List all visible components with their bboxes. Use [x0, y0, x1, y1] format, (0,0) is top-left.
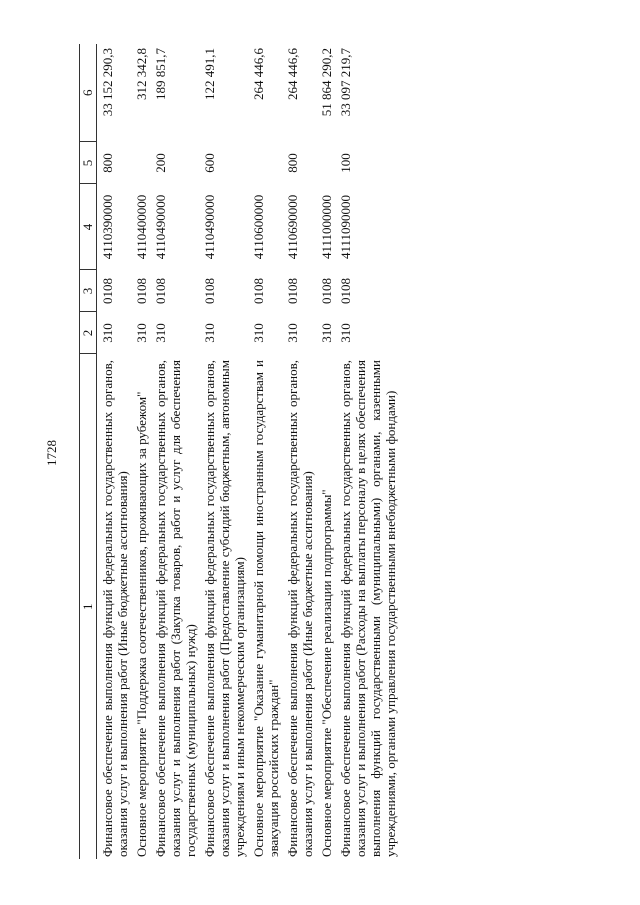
row-ministry-code: 310	[202, 323, 217, 343]
row-ministry-code: 310	[251, 323, 266, 343]
row-expense-type: 600	[202, 153, 217, 173]
row-amount: 33 152 290,3	[100, 48, 115, 117]
column-header-4: 4	[80, 184, 97, 270]
table-row	[316, 44, 335, 859]
table-header	[80, 44, 97, 859]
row-amount: 312 342,8	[134, 48, 149, 100]
row-name: Финансовое обеспечение выполнения функций федеральных государственных органов, оказания услуг и выполнения работ (Иные бюджетные ассигнования)	[285, 360, 315, 857]
row-amount: 122 491,1	[202, 48, 217, 100]
column-header-5: 5	[80, 142, 97, 184]
row-amount: 189 851,7	[153, 48, 168, 100]
row-amount: 264 446,6	[251, 48, 266, 100]
row-expense-type	[248, 142, 282, 184]
row-name: Основное мероприятие "Оказание гуманитарной помощи иностранным государствам и эвакуация российских граждан"	[251, 360, 281, 857]
row-section-code: 0108	[202, 278, 217, 304]
row-name: Основное мероприятие "Обеспечение реализации подпрограммы"	[319, 489, 334, 857]
row-ministry-code: 310	[319, 323, 334, 343]
page-number: 1728	[43, 439, 59, 466]
row-amount: 51 864 290,2	[319, 48, 334, 117]
table-row	[97, 44, 132, 859]
row-name: Основное мероприятие "Поддержка соотечественников, проживающих за рубежом"	[134, 391, 149, 857]
row-expense-type	[316, 142, 335, 184]
rotated-page-content	[79, 44, 619, 859]
table-row	[199, 44, 248, 859]
row-section-code: 0108	[100, 278, 115, 304]
row-target-item: 4110690000	[285, 194, 300, 260]
row-name: Финансовое обеспечение выполнения функций федеральных государственных органов, оказания услуг и выполнения работ (Предоставление субсидий бюджетным, автономным учреждениям и иным некоммерческим организациям)	[202, 360, 247, 857]
row-expense-type: 800	[285, 153, 300, 173]
row-section-code: 0108	[153, 278, 168, 304]
row-target-item: 4111090000	[338, 194, 353, 260]
row-target-item: 4111000000	[319, 194, 334, 260]
row-ministry-code: 310	[100, 323, 115, 343]
row-section-code: 0108	[319, 278, 334, 304]
row-expense-type: 800	[100, 153, 115, 173]
row-expense-type	[131, 142, 150, 184]
row-ministry-code: 310	[153, 323, 168, 343]
row-target-item: 4110490000	[153, 194, 168, 260]
row-expense-type: 200	[153, 153, 168, 173]
row-section-code: 0108	[285, 278, 300, 304]
table-row	[150, 44, 199, 859]
row-ministry-code: 310	[338, 323, 353, 343]
row-section-code: 0108	[134, 278, 149, 304]
row-ministry-code: 310	[285, 323, 300, 343]
table-row	[131, 44, 150, 859]
row-name: Финансовое обеспечение выполнения функций федеральных государственных органов, оказания услуг и выполнения работ (Расходы на выплаты персоналу в целях обеспечения выполнения функций государственными (муниципальными) органами, казенными учреждениями, органами управления государственными внебюджетными фондами)	[338, 360, 398, 857]
table-row	[282, 44, 316, 859]
column-header-2: 2	[80, 312, 97, 354]
row-amount: 33 097 219,7	[338, 48, 353, 117]
row-target-item: 4110600000	[251, 194, 266, 260]
row-name: Финансовое обеспечение выполнения функций федеральных государственных органов, оказания услуг и выполнения работ (Иные бюджетные ассигнования)	[100, 360, 130, 857]
row-name: Финансовое обеспечение выполнения функций федеральных государственных органов, оказания услуг и выполнения работ (Закупка товаров, работ и услуг для обеспечения государственных (муниципальных) нужд)	[153, 360, 198, 857]
column-header-6: 6	[80, 44, 97, 142]
column-header-3: 3	[80, 270, 97, 312]
column-header-1: 1	[80, 354, 97, 859]
row-ministry-code: 310	[134, 323, 149, 343]
row-target-item: 4110490000	[202, 194, 217, 260]
row-expense-type: 100	[338, 153, 353, 173]
budget-table	[79, 44, 399, 859]
row-amount: 264 446,6	[285, 48, 300, 100]
table-row	[248, 44, 282, 859]
row-section-code: 0108	[251, 278, 266, 304]
row-target-item: 4110400000	[134, 194, 149, 260]
row-target-item: 4110390000	[100, 194, 115, 260]
row-section-code: 0108	[338, 278, 353, 304]
table-body	[97, 44, 400, 859]
table-row	[335, 44, 399, 859]
